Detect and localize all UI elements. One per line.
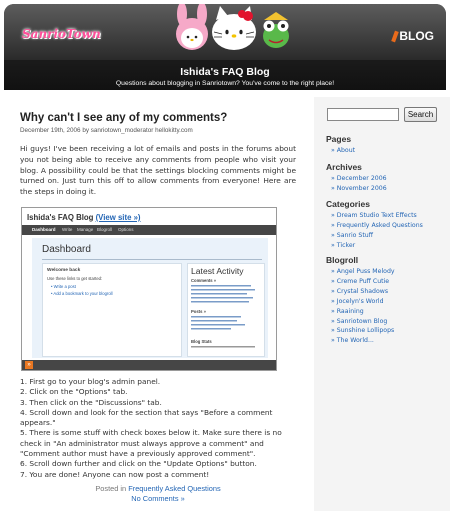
sidebar-item-label: Angel Puss Melody <box>336 268 395 275</box>
sidebar-item-blogroll[interactable] <box>326 287 395 297</box>
sidebar-item-label: The World... <box>336 337 374 345</box>
sidebar-item-blogroll[interactable] <box>326 297 395 307</box>
bullet-icon: » <box>331 147 335 154</box>
step-item: 5. There is some stuff with check boxes below it. Make sure there is no check in "An administrator must always approve a comment" and "Comment author must have a previously approved comment". <box>20 428 282 459</box>
screenshot-welcome-sub: Use these links to get started: <box>47 275 103 281</box>
screenshot-dashboard-heading: Dashboard <box>42 243 91 255</box>
screenshot-arrow-icon: » <box>25 361 33 369</box>
screenshot-blog-title <box>27 213 141 222</box>
post-intro: Hi guys! I've been receiving a lot of emails and posts in the forums about you not being able to receive any comments from people who visit your blog. A possibility could be that the settings blocking comments might be turned on. Just turn this off to allow comments from everyone! Here are the steps in doing it. <box>20 144 296 197</box>
categories-section <box>326 199 423 251</box>
main-content <box>20 112 296 504</box>
pencil-icon <box>392 30 400 42</box>
sidebar-item-blogroll[interactable] <box>326 326 395 336</box>
bullet-icon: » <box>331 175 335 182</box>
post-footer <box>20 484 296 504</box>
comments-link[interactable]: No Comments » <box>131 493 185 503</box>
pages-section <box>326 134 355 156</box>
sidebar-item-label: Sanrio Stuff <box>336 231 373 239</box>
bullet-icon: » <box>331 231 335 239</box>
bullet-icon: » <box>331 241 335 249</box>
step-item: 1. First go to your blog's admin panel. <box>20 376 161 386</box>
screenshot-dashboard-area <box>32 238 268 358</box>
sidebar-item-label: Sanriotown Blog <box>336 317 388 325</box>
sidebar-item-label: Sunshine Lollipops <box>336 327 395 335</box>
sidebar-item-blogroll[interactable] <box>326 336 395 346</box>
screenshot-nav-blogroll: Blogroll <box>97 226 113 232</box>
categories-heading: Categories <box>326 199 370 209</box>
bullet-icon: » <box>331 297 335 305</box>
sanriotown-logo[interactable]: SanrioTown <box>22 27 101 41</box>
step-item: 3. Then click on the "Discussions" tab. <box>20 397 162 407</box>
screenshot-comments-label: Comments » <box>191 277 217 283</box>
bullet-icon: » <box>331 268 335 275</box>
screenshot-welcome-box <box>42 263 182 357</box>
bullet-icon: » <box>331 212 335 219</box>
blog-badge-label: BLOG <box>399 29 434 43</box>
bullet-icon: » <box>331 307 335 315</box>
sidebar-item-label: About <box>336 147 356 154</box>
screenshot-blog-stats: Blog Stats <box>191 338 212 344</box>
post-title[interactable]: Why can't I see any of my comments? <box>20 112 228 124</box>
sidebar-item-label: December 2006 <box>336 175 387 182</box>
screenshot-link-write: • Write a post <box>51 283 76 289</box>
sidebar-item-category[interactable] <box>326 241 423 251</box>
post-category-line <box>20 484 296 494</box>
bullet-icon: » <box>331 287 335 295</box>
screenshot-comment-lines <box>191 284 259 306</box>
bullet-icon: » <box>331 277 335 285</box>
screenshot-activity-box <box>187 263 265 357</box>
sidebar-item-label: Jocelyn's World <box>336 297 384 305</box>
sidebar-item-blogroll[interactable] <box>326 317 395 327</box>
category-link[interactable]: Frequently Asked Questions <box>128 483 221 493</box>
sidebar-item-category[interactable] <box>326 211 423 221</box>
blog-badge[interactable] <box>393 29 434 43</box>
screenshot-activity-title: Latest Activity <box>191 265 244 276</box>
bullet-icon: » <box>331 337 335 345</box>
screenshot-footer <box>22 360 276 370</box>
search-button[interactable]: Search <box>404 107 437 122</box>
sidebar-item-label: Creme Puff Cutie <box>336 277 390 285</box>
hello-kitty-characters-icon <box>164 4 294 60</box>
sidebar-item-label: November 2006 <box>336 184 387 192</box>
screenshot-title-text: Ishida's FAQ Blog <box>27 212 94 222</box>
site-description: Questions about blogging in Sanriotown? You've come to the right place! <box>115 80 335 87</box>
screenshot-nav-manage: Manage <box>77 226 94 232</box>
sidebar-item-november-2006[interactable] <box>326 184 387 194</box>
search-input[interactable] <box>327 108 399 121</box>
admin-panel-screenshot <box>21 207 277 371</box>
pages-heading: Pages <box>326 134 352 144</box>
sidebar-item-blogroll[interactable] <box>326 277 395 287</box>
site-title[interactable]: Ishida's FAQ Blog <box>180 66 270 78</box>
archives-section <box>326 162 387 194</box>
post-meta <box>20 127 296 134</box>
post-by: by <box>82 127 89 134</box>
steps-list <box>20 377 296 480</box>
sidebar-item-label: Raaining <box>336 307 364 315</box>
screenshot-link-bookmark: • Add a bookmark to your blogroll <box>51 290 113 296</box>
screenshot-nav-options: Options <box>118 226 134 232</box>
blogroll-heading: Blogroll <box>326 255 359 265</box>
screenshot-post-lines <box>191 315 259 335</box>
site-header <box>0 0 450 92</box>
bullet-icon: » <box>331 327 335 335</box>
sidebar-item-blogroll[interactable] <box>326 307 395 317</box>
step-item: 2. Click on the "Options" tab. <box>20 387 128 397</box>
step-item: 6. Scroll down further and click on the "Update Options" button. <box>20 459 257 469</box>
bullet-icon: » <box>331 184 335 192</box>
sidebar-item-about[interactable] <box>326 146 355 156</box>
post-author: sanriotown_moderator hellokitty.com <box>90 127 193 134</box>
sidebar-item-label: Frequently Asked Questions <box>336 221 423 229</box>
posted-in-label: Posted in <box>95 483 127 493</box>
screenshot-view-site: (View site ») <box>95 212 141 222</box>
sidebar-item-december-2006[interactable] <box>326 174 387 184</box>
bullet-icon: » <box>331 221 335 229</box>
sidebar-item-category[interactable] <box>326 221 423 231</box>
screenshot-nav-dashboard: Dashboard <box>32 226 56 232</box>
sidebar-item-label: Dream Studio Text Effects <box>336 212 417 219</box>
bullet-icon: » <box>331 317 335 325</box>
screenshot-posts-label: Posts » <box>191 308 206 314</box>
sidebar-item-label: Ticker <box>336 241 356 249</box>
sidebar-item-blogroll[interactable] <box>326 267 395 277</box>
screenshot-divider <box>42 259 262 260</box>
screenshot-welcome: Welcome back <box>47 267 81 273</box>
screenshot-nav-write: Write <box>62 226 73 232</box>
step-item: 4. Scroll down and look for the section that says "Before a comment appears." <box>20 407 273 428</box>
sidebar <box>314 97 450 511</box>
screenshot-nav <box>22 225 276 235</box>
sidebar-item-category[interactable] <box>326 231 423 241</box>
step-item: 7. You are done! Anyone can now post a comment! <box>20 469 210 479</box>
post-date: December 19th, 2006 <box>20 127 81 134</box>
sidebar-item-label: Crystal Shadows <box>336 287 389 295</box>
screenshot-stats-line <box>191 345 259 351</box>
blogroll-section <box>326 255 395 346</box>
comments-line <box>20 494 296 504</box>
header-banner <box>4 4 446 90</box>
archives-heading: Archives <box>326 162 362 172</box>
